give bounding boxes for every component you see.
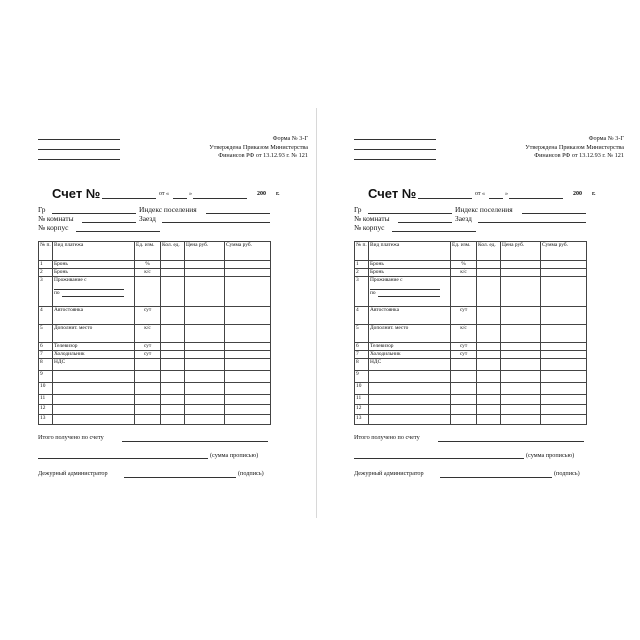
payment-table [354,241,587,425]
price-cell[interactable] [501,405,541,415]
invoice-title: Счет № [368,186,417,201]
payment-unit [135,277,161,307]
payment-name[interactable] [53,371,135,383]
table-row [355,277,587,307]
quantity-cell[interactable] [477,325,501,343]
col-number: № п. [39,242,53,261]
table-row [355,415,587,425]
price-cell[interactable] [185,395,225,405]
payment-name: Автостоянка [53,307,135,325]
payment-unit [451,277,477,307]
payment-name[interactable] [369,383,451,395]
date-mid: » [189,191,192,197]
table-header [355,242,587,261]
sum-cell[interactable] [541,383,587,395]
payment-unit: сут [135,351,161,359]
sum-cell[interactable] [225,269,271,277]
payment-name: Телевизор [369,343,451,351]
price-cell[interactable] [501,277,541,307]
payment-unit: к/с [451,269,477,277]
quantity-cell[interactable] [161,351,185,359]
payment-name[interactable] [369,395,451,405]
payment-unit[interactable] [135,371,161,383]
sum-cell[interactable] [225,261,271,269]
sum-cell[interactable] [225,277,271,307]
table-row [39,415,271,425]
col-price: Цена руб. [185,242,225,261]
price-cell[interactable] [185,415,225,425]
price-cell[interactable] [185,269,225,277]
form-number: Форма № 3-Г [272,135,308,142]
title-row [52,186,302,202]
form-number: Форма № 3-Г [588,135,624,142]
sum-cell[interactable] [541,307,587,325]
row-number: 6 [355,343,369,351]
month-line [193,198,247,199]
day-line [173,198,187,199]
payment-name: НДС [369,359,451,371]
table-row [39,359,271,371]
year: 200 [573,191,582,197]
payment-name: Автостоянка [369,307,451,325]
number-line [418,198,472,199]
table-row [355,383,587,395]
row-number: 2 [355,269,369,277]
field-room: № комнаты [38,214,74,223]
row-number: 3 [39,277,53,307]
payment-name: Бронь [369,261,451,269]
stay-to-line [378,290,440,297]
row-number: 11 [39,395,53,405]
admin-label: Дежурный администратор [38,470,108,477]
col-payment-type: Вид платежа [369,242,451,261]
table-row [355,359,587,371]
sum-cell[interactable] [541,371,587,383]
month-line [509,198,563,199]
payment-unit[interactable] [451,395,477,405]
table-row [39,277,271,307]
quantity-cell[interactable] [161,261,185,269]
sum-cell[interactable] [541,343,587,351]
sum-cell[interactable] [541,395,587,405]
quantity-cell[interactable] [477,351,501,359]
admin-label: Дежурный администратор [354,470,424,477]
price-cell[interactable] [185,405,225,415]
sum-words-line[interactable] [38,458,208,459]
price-cell[interactable] [501,383,541,395]
price-cell[interactable] [185,325,225,343]
payment-name[interactable] [369,415,451,425]
quantity-cell[interactable] [161,383,185,395]
price-cell[interactable] [185,351,225,359]
row-number: 10 [39,383,53,395]
row-number: 3 [355,277,369,307]
year: 200 [257,191,266,197]
stay-from-label: Проживание с [54,277,87,283]
row-number: 8 [355,359,369,371]
signature-caption: (подпись) [554,470,580,477]
quantity-cell[interactable] [161,395,185,405]
payment-unit: % [451,261,477,269]
room-line [82,222,136,223]
quantity-cell[interactable] [477,343,501,351]
invoice-form-left [38,125,308,495]
payment-unit: сут [451,307,477,325]
sum-words-caption: (сумма прописью) [210,452,259,459]
price-cell[interactable] [501,395,541,405]
payment-name: Телевизор [53,343,135,351]
row-number: 13 [39,415,53,425]
approval-date: Финансов РФ от 13.12.93 г. № 121 [534,152,624,160]
field-gr: Гр [354,205,362,214]
stay-to-label: по [54,290,60,296]
row-number: 9 [39,371,53,383]
sum-cell[interactable] [541,261,587,269]
stay-from-line [54,283,124,290]
payment-unit[interactable] [451,371,477,383]
sum-cell[interactable] [541,325,587,343]
payment-unit: сут [135,307,161,325]
table-row [355,261,587,269]
payment-table [38,241,271,425]
table-row [355,325,587,343]
payment-unit[interactable] [451,405,477,415]
form-header [525,135,624,161]
field-index: Индекс поселения [455,205,513,214]
sum-cell[interactable] [541,415,587,425]
signature-caption: (подпись) [238,470,264,477]
field-gr: Гр [38,205,46,214]
stay-from-label: Проживание с [370,277,403,283]
payment-unit[interactable] [135,395,161,405]
payment-name[interactable] [53,383,135,395]
year-suffix: г. [592,191,596,197]
row-number: 5 [355,325,369,343]
col-price: Цена руб. [501,242,541,261]
stay-from-line [370,283,440,290]
row-number: 9 [355,371,369,383]
payment-unit [135,359,161,371]
table-row [39,395,271,405]
row-number: 7 [39,351,53,359]
payment-name: НДС [53,359,135,371]
col-quantity: Кол. ед. [477,242,501,261]
payment-unit[interactable] [135,405,161,415]
price-cell[interactable] [185,383,225,395]
page-divider [316,108,317,518]
blank-line [38,139,120,140]
table-row [39,405,271,415]
price-cell[interactable] [185,307,225,325]
approval-date: Финансов РФ от 13.12.93 г. № 121 [218,152,308,160]
stay-to-label: по [370,290,376,296]
table-header [39,242,271,261]
payment-name: Дополнит. место [53,325,135,343]
sum-cell[interactable] [225,325,271,343]
quantity-cell[interactable] [161,371,185,383]
payment-name[interactable] [369,371,451,383]
col-unit: Ед. изм. [451,242,477,261]
room-line [398,222,452,223]
table-row [39,261,271,269]
total-line[interactable] [438,441,584,442]
row-number: 11 [355,395,369,405]
row-number: 10 [355,383,369,395]
table-row [355,405,587,415]
quantity-cell[interactable] [477,395,501,405]
day-line [489,198,503,199]
sum-cell[interactable] [541,269,587,277]
field-index: Индекс поселения [139,205,197,214]
payment-name: Холодильник [53,351,135,359]
col-number: № п. [355,242,369,261]
title-row [368,186,618,202]
row-number: 1 [355,261,369,269]
approval-line: Утверждена Приказом Министерства [525,143,624,151]
payment-name: Дополнит. место [369,325,451,343]
payment-name: Бронь [369,269,451,277]
price-cell[interactable] [501,261,541,269]
payment-unit [451,359,477,371]
total-label: Итого получено по счету [354,434,420,441]
arrival-line [162,222,270,223]
field-arrival: Заезд [139,214,156,223]
sum-cell[interactable] [225,405,271,415]
table-row [39,351,271,359]
payment-name[interactable] [53,395,135,405]
approval-line: Утверждена Приказом Министерства [209,143,308,151]
arrival-line [478,222,586,223]
table-row [39,343,271,351]
invoice-title: Счет № [52,186,101,201]
quantity-cell[interactable] [477,359,501,371]
quantity-cell[interactable] [161,307,185,325]
payment-unit[interactable] [135,415,161,425]
number-line [102,198,156,199]
price-cell[interactable] [501,415,541,425]
quantity-cell[interactable] [477,261,501,269]
payment-unit: к/с [135,325,161,343]
payment-unit[interactable] [451,383,477,395]
price-cell[interactable] [185,359,225,371]
quantity-cell[interactable] [161,277,185,307]
sum-cell[interactable] [225,359,271,371]
date-from: от « [475,191,486,197]
table-row [39,383,271,395]
blank-line [38,149,120,150]
payment-unit: к/с [135,269,161,277]
price-cell[interactable] [185,261,225,269]
blank-line [38,159,120,160]
table-row [355,269,587,277]
quantity-cell[interactable] [161,415,185,425]
payment-name: Бронь [53,261,135,269]
sum-cell[interactable] [225,343,271,351]
payment-name-stay [369,277,451,307]
row-number: 4 [39,307,53,325]
index-line [206,213,270,214]
form-header [209,135,308,161]
price-cell[interactable] [501,269,541,277]
quantity-cell[interactable] [161,343,185,351]
price-cell[interactable] [501,325,541,343]
price-cell[interactable] [185,343,225,351]
table-row [355,351,587,359]
table-row [39,371,271,383]
row-number: 8 [39,359,53,371]
row-number: 12 [39,405,53,415]
index-line [522,213,586,214]
quantity-cell[interactable] [477,277,501,307]
sum-cell[interactable] [541,359,587,371]
payment-name: Холодильник [369,351,451,359]
row-number: 4 [355,307,369,325]
payment-unit: к/с [451,325,477,343]
row-number: 1 [39,261,53,269]
table-row [39,307,271,325]
row-number: 5 [39,325,53,343]
year-suffix: г. [276,191,280,197]
quantity-cell[interactable] [477,383,501,395]
price-cell[interactable] [185,277,225,307]
col-sum: Сумма руб. [541,242,587,261]
table-row [355,307,587,325]
sum-cell[interactable] [225,351,271,359]
table-row [39,269,271,277]
payment-unit[interactable] [451,415,477,425]
payment-unit: сут [135,343,161,351]
blank-line [354,149,436,150]
admin-line[interactable] [440,477,552,478]
block-line [392,231,476,232]
sum-cell[interactable] [225,383,271,395]
payment-unit[interactable] [135,383,161,395]
payment-name-stay [53,277,135,307]
sum-cell[interactable] [541,277,587,307]
stay-to-line [62,290,124,297]
price-cell[interactable] [501,371,541,383]
blank-line [354,139,436,140]
quantity-cell[interactable] [477,371,501,383]
quantity-cell[interactable] [161,405,185,415]
payment-name[interactable] [53,405,135,415]
payment-unit: % [135,261,161,269]
sum-words-line[interactable] [354,458,524,459]
field-block: № корпус [38,223,69,232]
price-cell[interactable] [185,371,225,383]
payment-unit: сут [451,351,477,359]
payment-name[interactable] [369,405,451,415]
table-row [355,395,587,405]
sum-words-caption: (сумма прописью) [526,452,575,459]
col-payment-type: Вид платежа [53,242,135,261]
field-block: № корпус [354,223,385,232]
sum-cell[interactable] [541,405,587,415]
quantity-cell[interactable] [477,269,501,277]
table-row [355,371,587,383]
quantity-cell[interactable] [161,359,185,371]
sum-cell[interactable] [225,395,271,405]
payment-name[interactable] [53,415,135,425]
block-line [76,231,160,232]
row-number: 12 [355,405,369,415]
col-sum: Сумма руб. [225,242,271,261]
payment-name: Бронь [53,269,135,277]
total-label: Итого получено по счету [38,434,104,441]
col-quantity: Кол. ед. [161,242,185,261]
row-number: 7 [355,351,369,359]
table-row [355,343,587,351]
sum-cell[interactable] [225,307,271,325]
price-cell[interactable] [501,307,541,325]
date-mid: » [505,191,508,197]
row-number: 13 [355,415,369,425]
price-cell[interactable] [501,343,541,351]
sum-cell[interactable] [225,371,271,383]
admin-line[interactable] [124,477,236,478]
quantity-cell[interactable] [477,415,501,425]
table-row [39,325,271,343]
sum-cell[interactable] [225,415,271,425]
quantity-cell[interactable] [161,269,185,277]
total-line[interactable] [122,441,268,442]
row-number: 2 [39,269,53,277]
quantity-cell[interactable] [477,405,501,415]
invoice-form-right [354,125,624,495]
row-number: 6 [39,343,53,351]
price-cell[interactable] [501,359,541,371]
field-room: № комнаты [354,214,390,223]
payment-unit: сут [451,343,477,351]
sum-cell[interactable] [541,351,587,359]
quantity-cell[interactable] [161,325,185,343]
col-unit: Ед. изм. [135,242,161,261]
date-from: от « [159,191,170,197]
quantity-cell[interactable] [477,307,501,325]
price-cell[interactable] [501,351,541,359]
field-arrival: Заезд [455,214,472,223]
blank-line [354,159,436,160]
